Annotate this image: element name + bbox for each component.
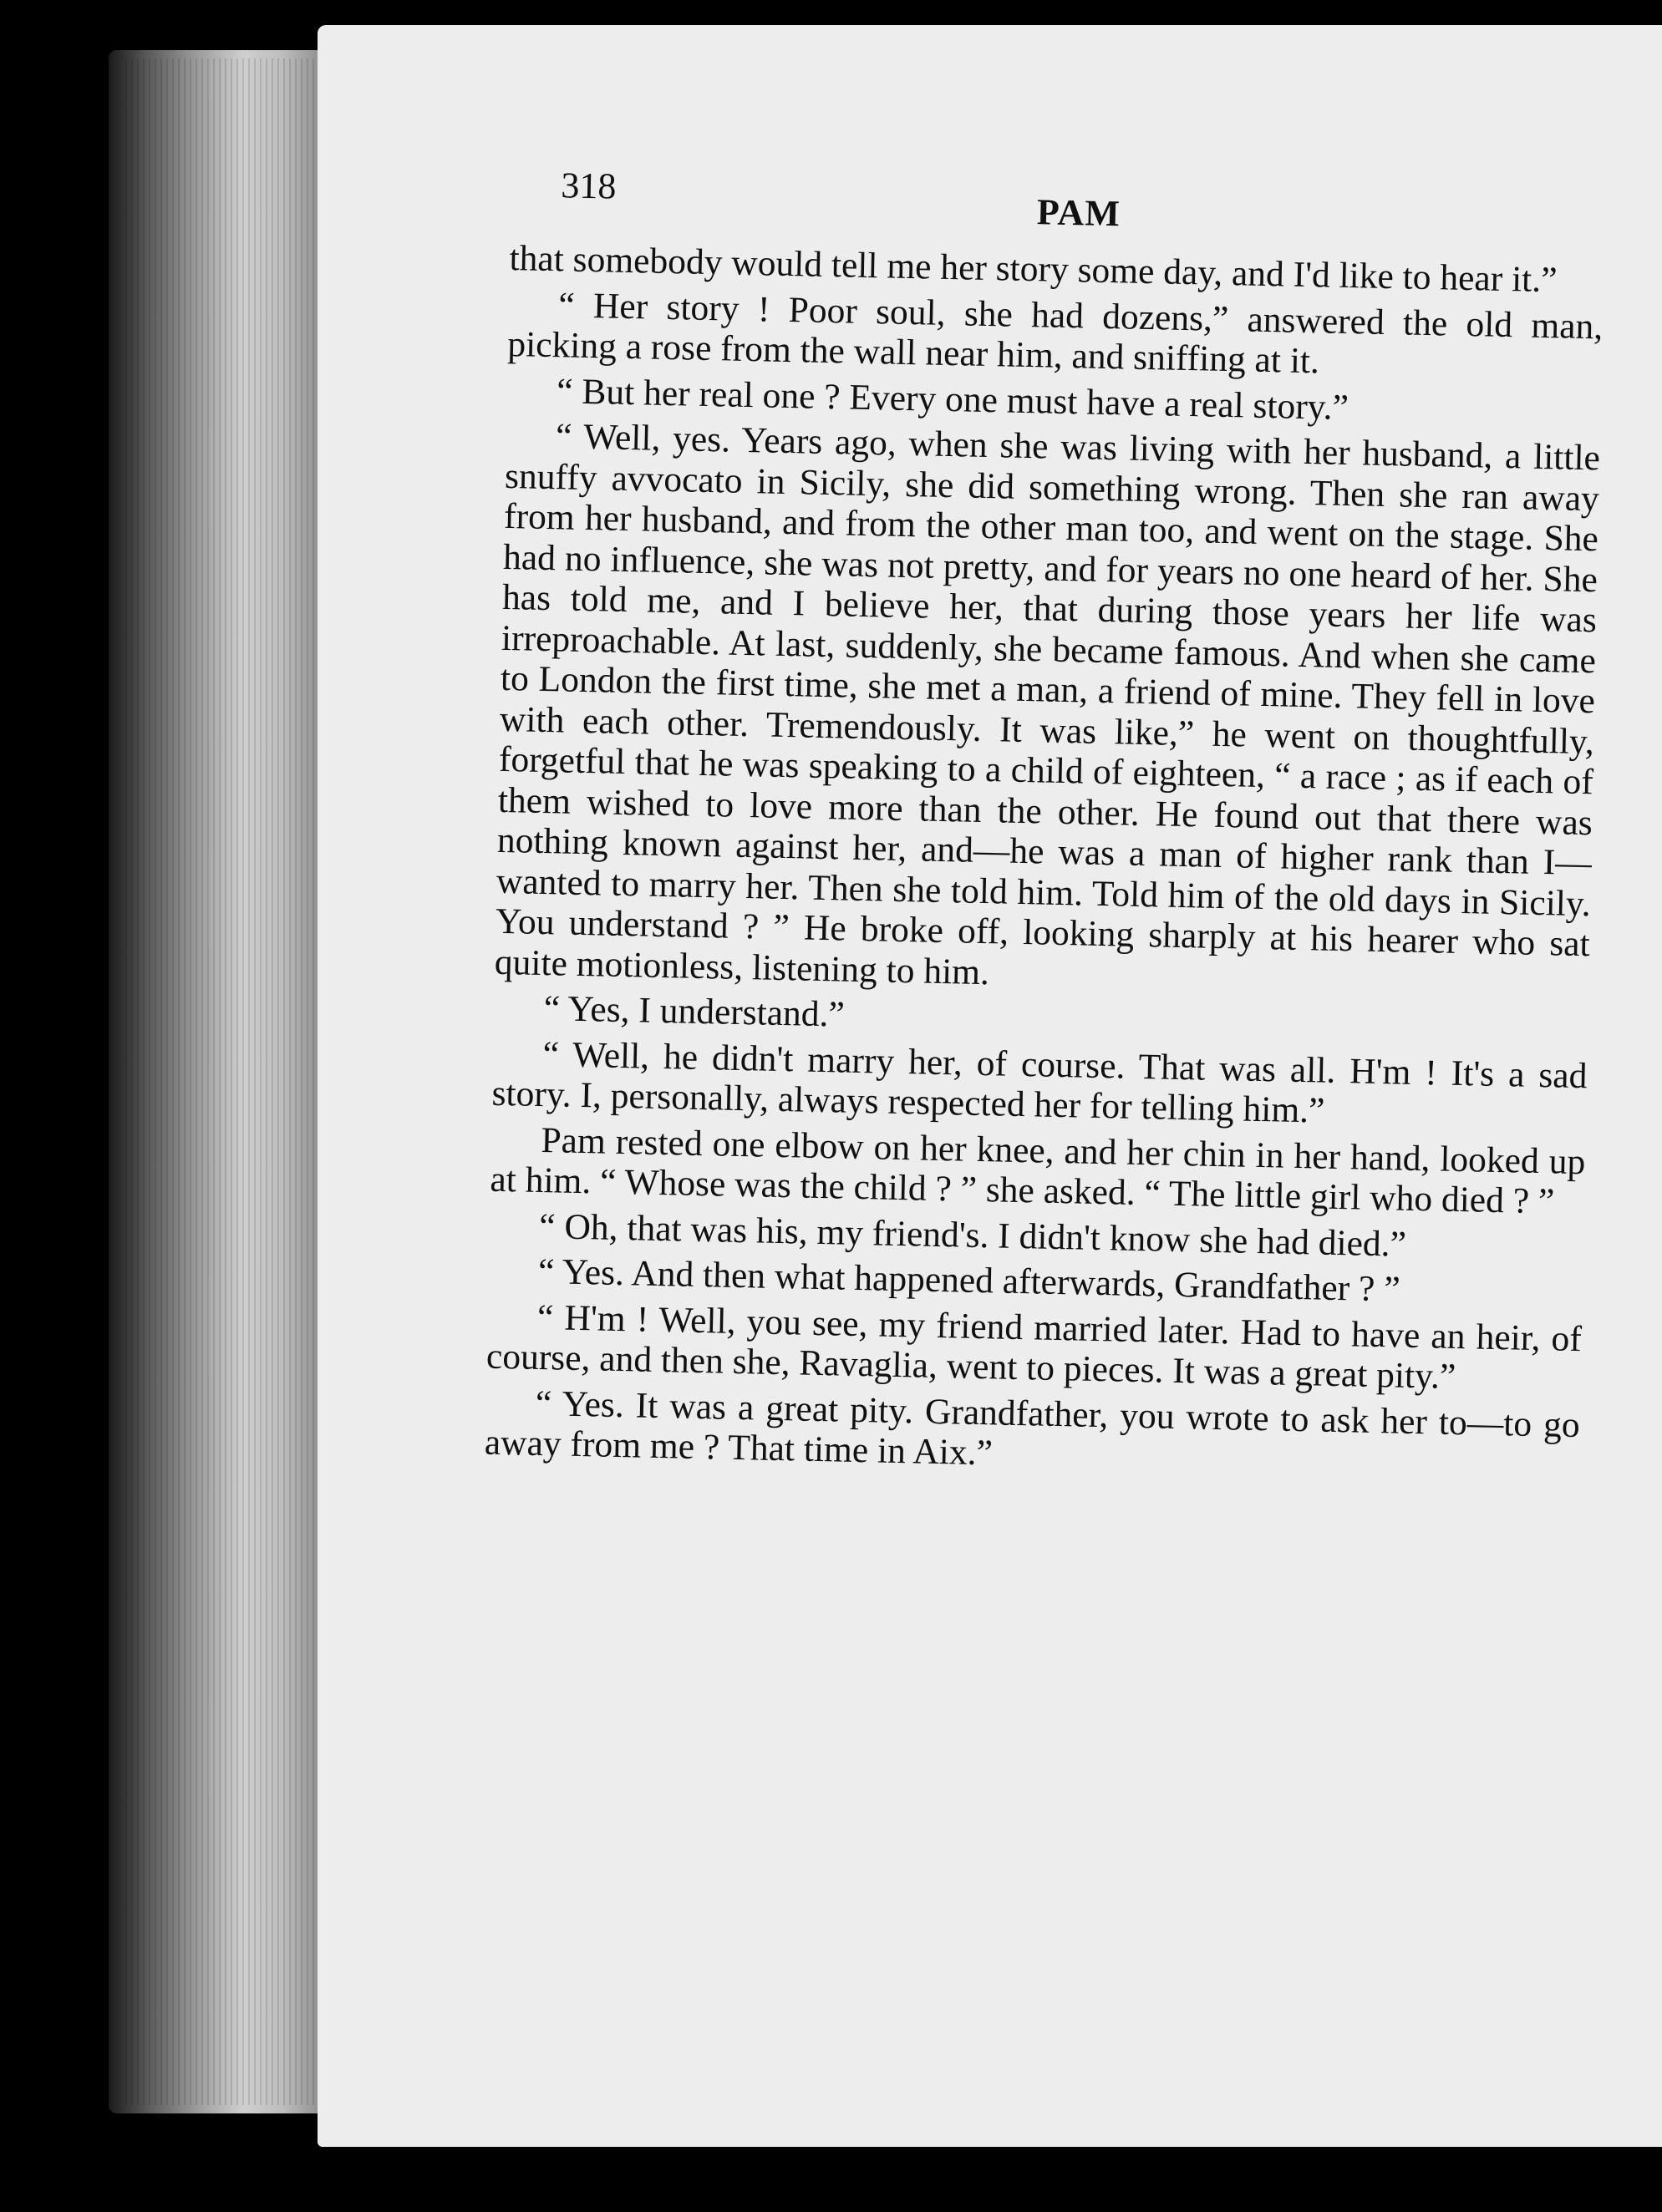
page-number: 318 — [560, 165, 617, 207]
paragraph: “ Yes. It was a great pity. Grandfather, you wrote to ask her to—to go away from me ? That time in Aix.” — [484, 1382, 1581, 1474]
paragraph: “ Well, yes. Years ago, when she was living with her husband, a little snuffy avvocato in Sicily, she did something wrong. Then she ran away from her husband, and from the other man too, and went on the stage. She had no influence, she was not pretty, and for years no one heard of her. She has told me, and I believe her, that during those years her life was irreproachable. At last, suddenly, she became famous. And when she came to London the first time, she met a man, a friend of mine. They fell in love with each other. Tremendously. It was like,” he went on thoughtfully, forgetful that he was speaking to a child of eighteen, “ a race ; as if each of them wished to love more than the other. He found out that there was nothing known against her, and—he was a man of higher rank than I—wanted to marry her. Then she told him. Told him of the old days in Sicily. You understand ? ” He broke off, looking sharply at his hearer who sat quite motionless, listening to him. — [494, 416, 1601, 992]
paragraph: “ Her story ! Poor soul, she had dozens,” answered the old man, picking a rose from the wall near him, and sniffing at it. — [506, 284, 1604, 382]
running-head: PAM — [1036, 191, 1121, 235]
page-text-block — [484, 163, 1605, 1491]
paragraph: that somebody would tell me her story some day, and I'd like to hear it.” — [509, 237, 1558, 301]
paragraph: “ Yes, I understand.” — [543, 988, 846, 1035]
page-edges — [125, 58, 318, 2105]
paragraph: “ Well, he didn't marry her, of course. That was all. H'm ! It's a sad story. I, personally, always respected her for telling him.” — [491, 1033, 1588, 1131]
paragraph: Pam rested one elbow on her knee, and her chin in her hand, looked up at him. “ Whose was the child ? ” she asked. “ The little girl who died ? ” — [490, 1119, 1586, 1222]
body-text — [484, 238, 1604, 1486]
paragraph: “ Oh, that was his, my friend's. I didn't know she had died.” — [538, 1205, 1407, 1265]
paragraph: “ But her real one ? Every one must have a real story.” — [556, 370, 1349, 428]
paragraph: “ Yes. And then what happened afterwards, Grandfather ? ” — [537, 1251, 1401, 1310]
paragraph: “ H'm ! Well, you see, my friend married later. Had to have an heir, of course, and then she, Ravaglia, went to pieces. It was a great pity.” — [485, 1296, 1583, 1397]
